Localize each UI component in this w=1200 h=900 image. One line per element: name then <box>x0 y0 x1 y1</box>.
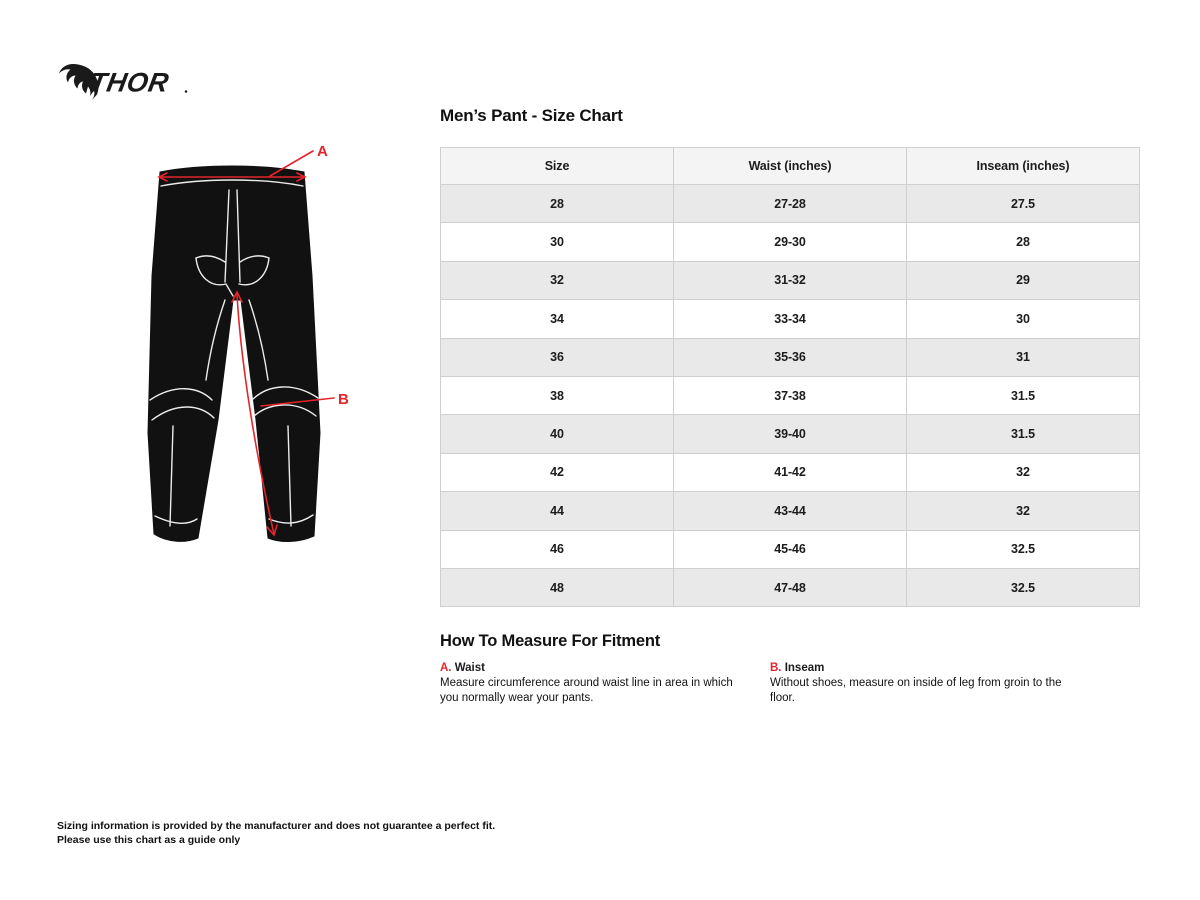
measure-item-waist <box>440 662 770 705</box>
table-cell: 32 <box>907 492 1140 530</box>
measure-label-waist <box>440 662 770 674</box>
table-cell: 32.5 <box>907 530 1140 568</box>
table-row <box>441 338 1140 376</box>
measure-letter-a: A. <box>440 662 452 674</box>
table-cell: 30 <box>907 300 1140 338</box>
disclaimer-line-2: Please use this chart as a guide only <box>57 834 241 847</box>
table-cell: 31.5 <box>907 415 1140 453</box>
table-cell: 42 <box>441 453 674 491</box>
table-cell: 34 <box>441 300 674 338</box>
pants-diagram <box>140 138 370 558</box>
table-row <box>441 376 1140 414</box>
table-cell: 35-36 <box>674 338 907 376</box>
measure-item-inseam <box>770 662 1100 705</box>
sizing-disclaimer <box>57 819 495 847</box>
size-chart-title: Men’s Pant - Size Chart <box>440 106 623 125</box>
table-row <box>441 415 1140 453</box>
table-cell: 32.5 <box>907 568 1140 606</box>
table-row <box>441 300 1140 338</box>
table-row <box>441 492 1140 530</box>
table-cell: 29-30 <box>674 223 907 261</box>
thor-wordmark: THOR <box>87 66 172 98</box>
diagram-label-b: B <box>338 391 349 408</box>
table-cell: 32 <box>441 261 674 299</box>
size-chart-table <box>440 147 1140 607</box>
table-cell: 31-32 <box>674 261 907 299</box>
table-cell: 27.5 <box>907 185 1140 223</box>
table-row <box>441 261 1140 299</box>
table-cell: 38 <box>441 376 674 414</box>
table-cell: 29 <box>907 261 1140 299</box>
column-header: Inseam (inches) <box>907 148 1140 185</box>
table-cell: 41-42 <box>674 453 907 491</box>
measure-name-inseam: Inseam <box>784 662 825 674</box>
table-row <box>441 223 1140 261</box>
how-to-measure-section <box>440 632 1140 705</box>
table-cell: 46 <box>441 530 674 568</box>
table-cell: 40 <box>441 415 674 453</box>
measure-letter-b: B. <box>770 662 782 674</box>
table-cell: 31 <box>907 338 1140 376</box>
measure-heading: How To Measure For Fitment <box>440 632 661 650</box>
table-row <box>441 568 1140 606</box>
measure-label-inseam <box>770 662 1100 674</box>
size-chart-header <box>441 148 1140 185</box>
disclaimer-line-1: Sizing information is provided by the manufacturer and does not guarantee a perfect fit. <box>57 820 496 832</box>
table-cell: 37-38 <box>674 376 907 414</box>
table-cell: 32 <box>907 453 1140 491</box>
table-cell: 27-28 <box>674 185 907 223</box>
column-header: Size <box>441 148 674 185</box>
table-cell: 33-34 <box>674 300 907 338</box>
measure-text-inseam: Without shoes, measure on inside of leg from groin to the floor. <box>770 677 1062 704</box>
table-cell: 36 <box>441 338 674 376</box>
table-cell: 39-40 <box>674 415 907 453</box>
table-cell: 45-46 <box>674 530 907 568</box>
table-cell: 30 <box>441 223 674 261</box>
thor-logo <box>55 55 205 111</box>
table-row <box>441 185 1140 223</box>
table-cell: 44 <box>441 492 674 530</box>
table-cell: 31.5 <box>907 376 1140 414</box>
table-cell: 47-48 <box>674 568 907 606</box>
column-header: Waist (inches) <box>674 148 907 185</box>
pants-silhouette <box>148 166 320 542</box>
diagram-label-a: A <box>317 143 328 160</box>
table-cell: 28 <box>907 223 1140 261</box>
measure-name-waist: Waist <box>454 662 485 674</box>
table-cell: 48 <box>441 568 674 606</box>
measure-text-waist: Measure circumference around waist line in area in which you normally wear your pants. <box>440 677 733 704</box>
table-row <box>441 453 1140 491</box>
table-row <box>441 530 1140 568</box>
trademark-dot <box>185 90 188 93</box>
table-cell: 28 <box>441 185 674 223</box>
table-cell: 43-44 <box>674 492 907 530</box>
